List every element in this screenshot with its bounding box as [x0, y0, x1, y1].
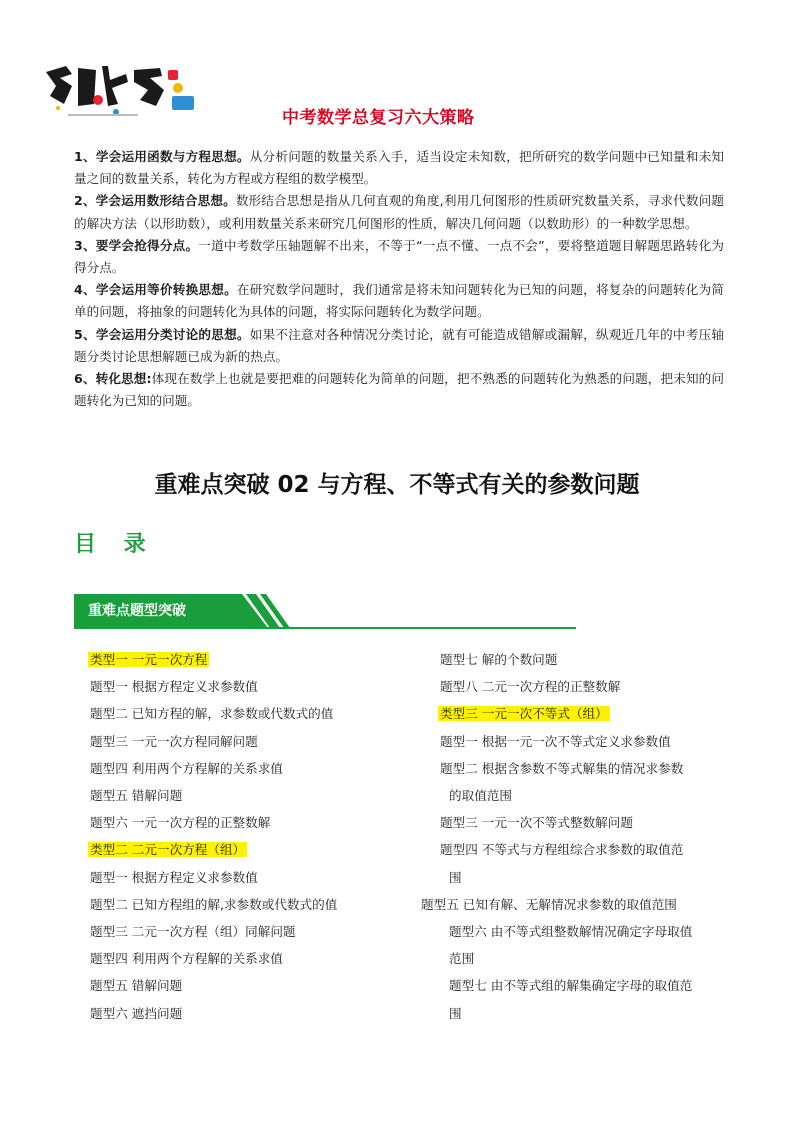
document-title: 重难点突破 02 与方程、不等式有关的参数问题	[154, 472, 640, 498]
strategy-text: 一道中考数学压轴题解不出来，不等于“一点不懂、一点不会”，要将整道题目解题思路转化为得分点。	[74, 237, 724, 276]
toc-item[interactable]: 题型三 二元一次方程（组）同解问题	[90, 924, 296, 940]
toc-item[interactable]: 题型四 利用两个方程解的关系求值	[90, 760, 283, 776]
strategy-label: 2、学会运用数形结合思想。	[74, 193, 236, 209]
strategy-item	[74, 279, 724, 323]
strategy-item	[74, 368, 724, 412]
section-banner-label: 重难点题型突破	[88, 603, 186, 619]
strategy-label: 3、要学会抢得分点。	[74, 237, 199, 253]
brand-logo	[38, 60, 208, 122]
toc-item[interactable]: 题型八 二元一次方程的正整数解	[440, 679, 621, 695]
strategy-text: 体现在数学上也就是要把难的问题转化为简单的问题，把不熟悉的问题转化为熟悉的问题，把未知的问题转化为已知的问题。	[74, 371, 725, 409]
toc-item[interactable]: 题型五 错解问题	[90, 978, 183, 994]
toc-item[interactable]: 题型五 错解问题	[90, 788, 183, 804]
toc-item[interactable]: 题型六 由不等式组整数解情况确定字母取值	[449, 924, 693, 940]
toc-item[interactable]	[90, 646, 390, 673]
toc-type-label: 类型一 一元一次方程	[90, 652, 208, 667]
toc-item-continuation: 的取值范围	[449, 788, 512, 804]
toc-type-label: 类型二 二元一次方程（组）	[90, 842, 246, 858]
toc-item-continuation: 围	[449, 1005, 462, 1021]
strategy-label: 1、学会运用函数与方程思想。	[74, 149, 250, 164]
toc-item[interactable]	[440, 700, 730, 727]
toc-item[interactable]: 题型六 遮挡问题	[90, 1005, 183, 1021]
toc-item-continuation: 范围	[449, 951, 475, 967]
toc-item[interactable]: 题型四 利用两个方程解的关系求值	[90, 951, 283, 967]
toc-item[interactable]: 题型七 解的个数问题	[440, 652, 558, 667]
toc-right-column	[421, 646, 730, 1027]
strategy-text: 数形结合思想是指从几何直观的角度,利用几何图形的性质研究数量关系，寻求代数问题的解决方法（以形助数），或利用数量关系来研究几何图形的性质，解决几何问题（以数助形）的一种数学思想。	[74, 193, 724, 231]
strategy-item	[74, 146, 724, 190]
strategy-item	[74, 324, 724, 368]
toc-item-continuation: 围	[449, 869, 462, 885]
toc-item[interactable]: 题型三 一元一次方程同解问题	[90, 733, 258, 749]
toc-item[interactable]: 题型五 已知有解、无解情况求参数的取值范围	[421, 896, 677, 912]
toc-item[interactable]: 题型六 一元一次方程的正整数解	[90, 815, 271, 831]
toc-item[interactable]: 题型二 已知方程组的解,求参数或代数式的值	[90, 896, 338, 912]
toc-item[interactable]: 题型四 不等式与方程组综合求参数的取值范	[440, 842, 684, 858]
strategy-text: 在研究数学问题时，我们通常是将未知问题转化为已知的问题，将复杂的问题转化为简单的问题，将抽象的问题转化为具体的问题，将实际问题转化为数学问题。	[74, 282, 724, 320]
strategy-label: 6、转化思想:	[74, 371, 152, 387]
strategy-text: 从分析问题的数量关系入手，适当设定未知数，把所研究的数学问题中已知量和未知量之间的数量关系，转化为方程或方程组的数学模型。	[74, 149, 725, 187]
strategy-list	[74, 146, 724, 412]
toc-item[interactable]: 题型二 根据含参数不等式解集的情况求参数	[440, 760, 684, 776]
toc-left-column	[90, 646, 390, 1027]
toc-type-label: 类型三 一元一次不等式（组）	[440, 706, 608, 722]
toc-item[interactable]: 题型一 根据方程定义求参数值	[90, 679, 258, 695]
toc-heading: 目 录	[74, 532, 156, 557]
toc-item[interactable]: 题型三 一元一次不等式整数解问题	[440, 815, 633, 831]
strategy-item	[74, 190, 724, 234]
toc-item[interactable]: 题型一 根据一元一次不等式定义求参数值	[440, 733, 671, 749]
strategy-label: 4、学会运用等价转换思想。	[74, 282, 237, 298]
toc-item[interactable]	[90, 836, 390, 863]
strategy-label: 5、学会运用分类讨论的思想。	[74, 326, 250, 342]
strategy-text: 如果不注意对各种情况分类讨论，就有可能造成错解或漏解，纵观近几年的中考压轴题分类讨论思想解题已成为新的热点。	[74, 326, 725, 364]
toc-item[interactable]: 题型一 根据方程定义求参数值	[90, 869, 258, 885]
strategy-item	[74, 235, 724, 279]
toc-item[interactable]: 题型七 由不等式组的解集确定字母的取值范	[449, 978, 693, 994]
toc-item[interactable]: 题型二 已知方程的解，求参数或代数式的值	[90, 706, 334, 722]
page-header-title: 中考数学总复习六大策略	[282, 108, 475, 128]
